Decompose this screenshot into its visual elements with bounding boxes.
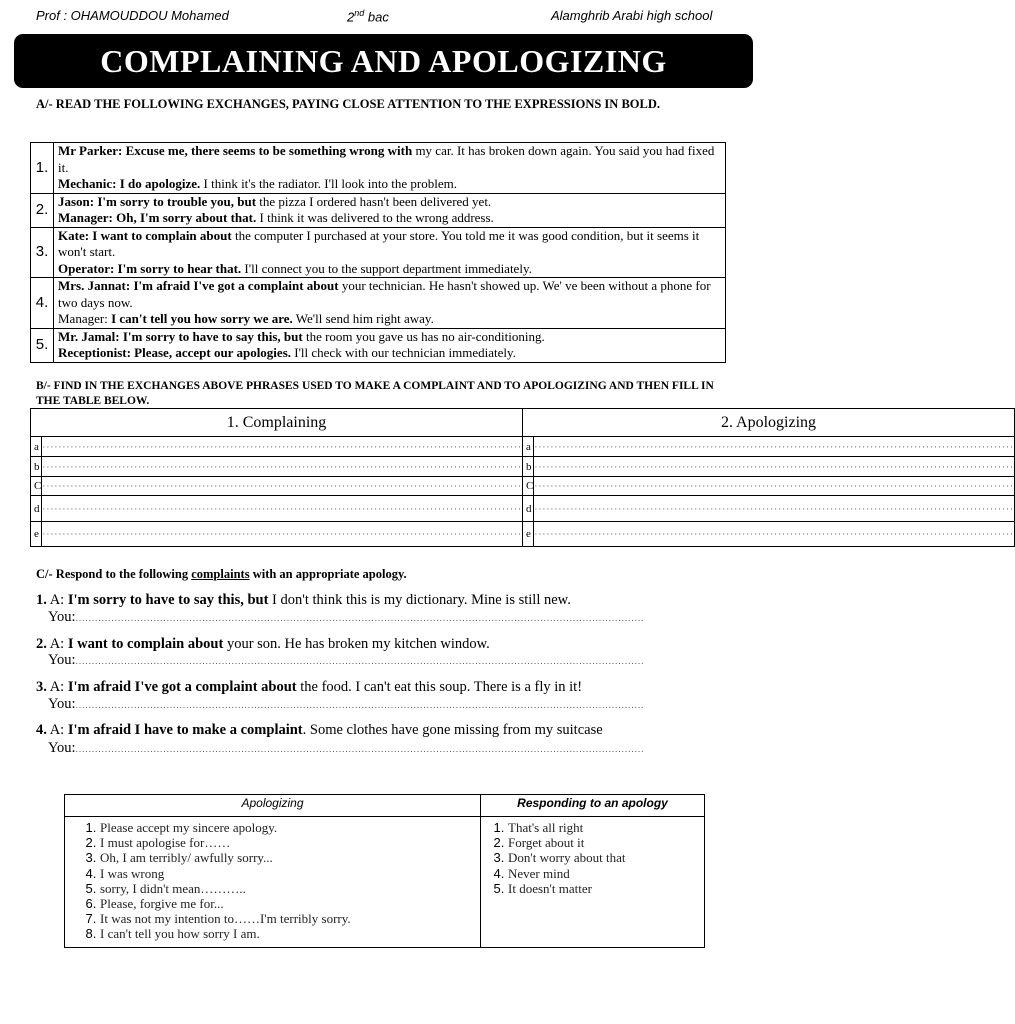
complaint-text: my car. It has broken down again. You said you had fixed it. [58, 143, 715, 175]
question-number: 4. [36, 722, 47, 738]
section-c-heading-underlined: complaints [191, 567, 250, 581]
exchange-text [54, 193, 726, 227]
responding-list [482, 820, 703, 896]
phrases-table [64, 794, 705, 948]
apologizing-answer-blank[interactable]: ························································································································ [534, 477, 1015, 496]
fill-row [31, 477, 1015, 496]
exchange-number: 2. [31, 193, 54, 227]
response-phrase: 2. Forget about it [508, 835, 703, 850]
class-level-text: bac [364, 9, 389, 25]
you-label: You: [48, 652, 76, 668]
response-phrase: 1. That's all right [508, 820, 703, 835]
complaining-answer-blank[interactable]: ························································································································ [42, 457, 523, 477]
apology-expression: Manager: Oh, I'm sorry about that. [58, 210, 257, 225]
fill-row [31, 457, 1015, 477]
question-number: 3. [36, 679, 47, 695]
exchange-row [31, 278, 726, 329]
complaint-expression: Kate: I want to complain about [58, 227, 232, 243]
exchange-row [31, 143, 726, 194]
complaint-expression: I'm afraid I have to make a complaint [67, 722, 303, 738]
complaint-question [36, 592, 756, 609]
complaining-row-letter: e [31, 522, 42, 547]
response-line [48, 696, 644, 713]
apology-phrase: 2. I must apologise for…… [100, 835, 479, 850]
complaint-text: the pizza I ordered hasn't been delivered yet. [256, 193, 492, 209]
fill-row [31, 437, 1015, 457]
apologizing-row-letter: b [523, 457, 534, 477]
section-c-heading-pre: C/- Respond to the following [36, 567, 192, 581]
you-label: You: [48, 696, 76, 712]
complaint-expression: Mr Parker: Excuse me, there seems to be something wrong with [58, 143, 413, 158]
response-line [48, 609, 644, 626]
apologizing-row-letter: a [523, 437, 534, 457]
question-number: 1. [36, 592, 47, 608]
complaint-line [58, 143, 721, 176]
apologizing-row-letter: C [523, 477, 534, 496]
apologizing-answer-blank[interactable]: ························································································································ [534, 496, 1015, 522]
complaint-expression: Jason: I'm sorry to trouble you, but [58, 193, 257, 209]
apology-expression: Receptionist: Please, accept our apologies. [58, 345, 291, 360]
apology-text: We'll send him right away. [292, 311, 434, 326]
apology-expression: I can't tell you how sorry we are. [111, 311, 293, 326]
response-blank[interactable]: ............................................................................................................................................................................... [75, 700, 645, 710]
response-blank[interactable]: ............................................................................................................................................................................... [75, 744, 645, 754]
school-name: Alamghrib Arabi high school [551, 8, 713, 23]
exchange-text [54, 143, 726, 194]
complaint-expression: I'm afraid I've got a complaint about [67, 679, 297, 695]
fill-row [31, 522, 1015, 547]
exchange-text [54, 227, 726, 278]
complaint-question [36, 722, 756, 739]
speaker-a: A: [46, 722, 68, 738]
you-label: You: [48, 740, 76, 756]
apology-text: I'll check with our technician immediately. [291, 345, 516, 360]
complaint-line [58, 228, 721, 261]
response-blank[interactable]: ............................................................................................................................................................................... [75, 656, 645, 666]
section-c-heading [36, 567, 407, 582]
apology-expression: Mechanic: I do apologize. [58, 176, 201, 191]
section-c-heading-post: with an appropriate apology. [249, 567, 407, 581]
complaint-text: the food. I can't eat this soup. There is a fly in it! [296, 679, 583, 695]
apology-phrase: 5. sorry, I didn't mean……….. [100, 881, 479, 896]
response-line [48, 740, 644, 757]
exchange-row [31, 328, 726, 362]
you-label: You: [48, 609, 76, 625]
apology-phrase: 4. I was wrong [100, 866, 479, 881]
exchanges-table [30, 142, 726, 363]
apologizing-list [66, 820, 479, 942]
apology-phrase: 1. Please accept my sincere apology. [100, 820, 479, 835]
complaint-question [36, 636, 756, 653]
complaint-text: . Some clothes have gone missing from my suitcase [302, 722, 603, 738]
complaint-text: the room you gave us has no air-conditioning. [302, 328, 545, 344]
complaint-line [58, 329, 721, 346]
class-level-number: 2 [347, 9, 355, 25]
exchange-text [54, 278, 726, 329]
fill-table [30, 408, 1015, 547]
class-level-suffix: nd [354, 8, 365, 18]
apology-line [58, 261, 721, 278]
exchange-text [54, 328, 726, 362]
exchange-row [31, 227, 726, 278]
apology-phrase: 8. I can't tell you how sorry I am. [100, 926, 479, 941]
complaining-header: 1. Complaining [31, 409, 523, 437]
question-number: 2. [36, 636, 47, 652]
complaint-expression: I'm sorry to have to say this, but [67, 592, 269, 608]
complaining-answer-blank[interactable]: ························································································································ [42, 522, 523, 547]
apologizing-row-letter: d [523, 496, 534, 522]
complaint-question [36, 679, 756, 696]
apology-phrase: 3. Oh, I am terribly/ awfully sorry... [100, 850, 479, 865]
apology-text: I think it's the radiator. I'll look into the problem. [200, 176, 457, 191]
complaining-row-letter: d [31, 496, 42, 522]
response-phrase: 4. Never mind [508, 866, 703, 881]
speaker-a: A: [46, 679, 68, 695]
exchange-row [31, 193, 726, 227]
apology-phrase: 6. Please, forgive me for... [100, 896, 479, 911]
fill-row [31, 496, 1015, 522]
apology-line [58, 176, 721, 193]
responding-list-cell [481, 817, 705, 948]
apologizing-column-header: Apologizing [65, 795, 481, 817]
complaint-text: the computer I purchased at your store. You told me it was good condition, but it seems it won't start. [58, 227, 700, 259]
complaining-row-letter: C [31, 477, 42, 496]
exchange-number: 5. [31, 328, 54, 362]
complaint-expression: Mrs. Jannat: I'm afraid I've got a complaint about [58, 278, 339, 293]
apologizing-answer-blank[interactable]: ························································································································ [534, 437, 1015, 457]
speaker-a: A: [46, 592, 68, 608]
response-blank[interactable]: ............................................................................................................................................................................... [75, 613, 645, 623]
exchange-number: 3. [31, 227, 54, 278]
complaining-answer-blank[interactable]: ························································································································ [42, 496, 523, 522]
apology-line [58, 210, 721, 227]
response-phrase: 5. It doesn't matter [508, 881, 703, 896]
complaining-answer-blank[interactable]: ························································································································ [42, 437, 523, 457]
complaint-expression: Mr. Jamal: I'm sorry to have to say this, but [58, 328, 303, 344]
apologizing-row-letter: e [523, 522, 534, 547]
apologizing-answer-blank[interactable]: ························································································································ [534, 457, 1015, 477]
exchange-number: 4. [31, 278, 54, 329]
apology-line [58, 311, 721, 328]
complaint-text: I don't think this is my dictionary. Mine is still new. [268, 592, 571, 608]
complaint-text: your technician. He hasn't showed up. We' ve been without a phone for two days now. [58, 278, 711, 310]
teacher-name: Prof : OHAMOUDDOU Mohamed [36, 8, 229, 23]
apology-text: I think it was delivered to the wrong address. [256, 210, 494, 225]
page-title: COMPLAINING AND APOLOGIZING [14, 34, 753, 88]
apologizing-list-cell [65, 817, 481, 948]
complaining-answer-blank[interactable]: ························································································································ [42, 477, 523, 496]
apologizing-answer-blank[interactable]: ························································································································ [534, 522, 1015, 547]
complaint-line [58, 194, 721, 211]
apology-text: I'll connect you to the support department immediately. [241, 260, 532, 276]
apology-speaker: Manager: [58, 311, 112, 326]
complaining-row-letter: b [31, 457, 42, 477]
response-line [48, 652, 644, 669]
apologizing-header: 2. Apologizing [523, 409, 1015, 437]
complaint-line [58, 278, 721, 311]
class-level [347, 8, 389, 24]
apology-line [58, 345, 721, 362]
complaining-row-letter: a [31, 437, 42, 457]
apology-phrase: 7. It was not my intention to……I'm terribly sorry. [100, 911, 479, 926]
apology-expression: Operator: I'm sorry to hear that. [58, 260, 242, 276]
speaker-a: A: [46, 636, 68, 652]
complaint-expression: I want to complain about [67, 636, 224, 652]
response-phrase: 3. Don't worry about that [508, 850, 703, 865]
exchange-number: 1. [31, 143, 54, 194]
section-a-heading: A/- READ THE FOLLOWING EXCHANGES, PAYING CLOSE ATTENTION TO THE EXPRESSIONS IN BOLD. [36, 97, 660, 111]
complaint-text: your son. He has broken my kitchen window. [223, 636, 490, 652]
responding-column-header: Responding to an apology [481, 795, 705, 817]
section-b-heading: B/- FIND IN THE EXCHANGES ABOVE PHRASES USED TO MAKE A COMPLAINT AND TO APOLOGIZING AND THEN FILL IN THE TABLE BELOW. [36, 380, 714, 407]
